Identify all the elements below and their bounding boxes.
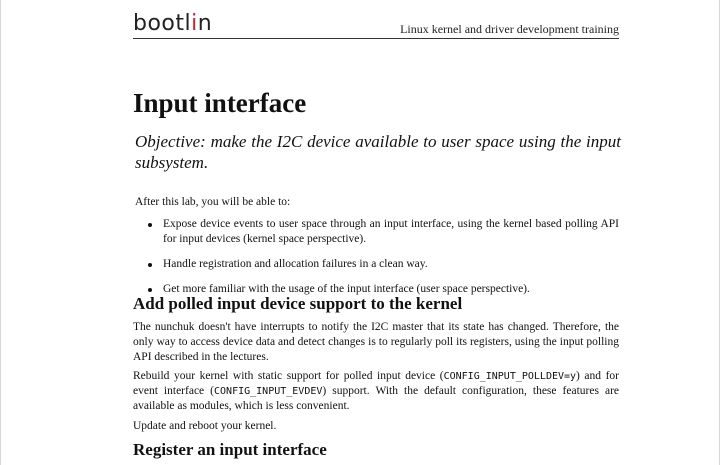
para-text: Rebuild your kernel with static support for polled input device ( — [133, 370, 444, 382]
bootlin-logo — [133, 12, 212, 36]
page-edge-left — [0, 0, 1, 465]
code-config-input-polldev: CONFIG_INPUT_POLLDEV=y — [443, 371, 577, 382]
section-heading-polled-input: Add polled input device support to the kernel — [133, 294, 463, 313]
list-item — [135, 257, 619, 272]
intro-text: After this lab, you will be able to: — [135, 196, 291, 208]
header-rule — [133, 38, 619, 39]
header-doc-title: Linux kernel and driver development training — [400, 22, 619, 36]
bullet-icon — [148, 288, 152, 292]
paragraph-nunchuk: The nunchuk doesn't have interrupts to notify the I2C master that its state has changed. Therefore, the only way to access device data and detect changes is to regularly poll its registers, using the input polling API described in the lectures. — [133, 321, 619, 363]
logo-tail: n — [197, 11, 213, 36]
list-item — [135, 217, 619, 247]
bullet-icon — [148, 263, 152, 267]
page-header — [133, 12, 619, 40]
page-title: Input interface — [133, 88, 307, 118]
logo-text: bootl — [133, 11, 192, 36]
para-text: ) support. With the default configuration, these features are available as modules, which is less convenient. — [133, 385, 619, 412]
para-text: ) and for event interface ( — [133, 370, 619, 397]
list-item-text: Handle registration and allocation failures in a clean way. — [163, 258, 428, 270]
list-item-text: Get more familiar with the usage of the input interface (user space perspective). — [163, 283, 530, 295]
paragraph-update-reboot: Update and reboot your kernel. — [133, 420, 277, 432]
objective-text: Objective: make the I2C device available to user space using the input subsystem. — [135, 132, 621, 172]
section-heading-register-input: Register an input interface — [133, 440, 327, 459]
code-config-input-evdev: CONFIG_INPUT_EVDEV — [214, 386, 323, 397]
bullet-icon — [148, 223, 152, 227]
list-item-text: Expose device events to user space through an input interface, using the kernel based polling API for input devices (kernel space perspective). — [163, 218, 619, 245]
paragraph-rebuild-kernel — [133, 369, 619, 414]
logo-accent: i — [191, 11, 198, 36]
